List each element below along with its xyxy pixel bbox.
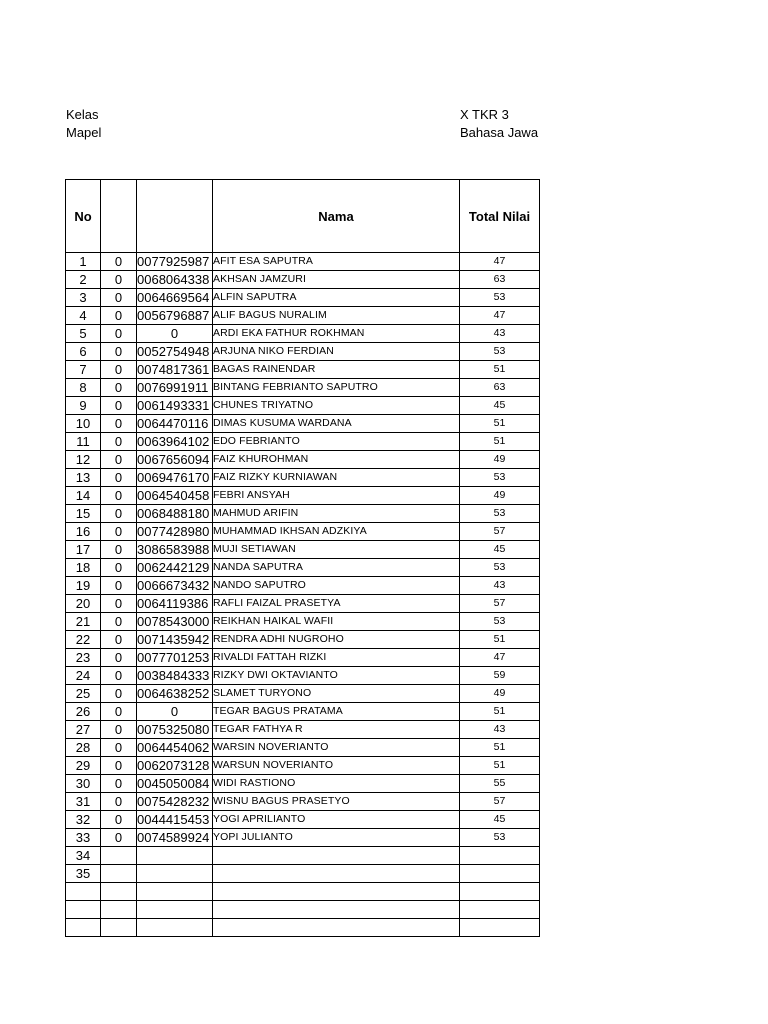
row-zero-cell: 0 bbox=[101, 379, 137, 397]
row-zero-cell: 0 bbox=[101, 325, 137, 343]
table-row bbox=[66, 847, 540, 865]
table-row bbox=[66, 919, 540, 937]
table-row bbox=[66, 685, 540, 703]
row-nama-cell: RENDRA ADHI NUGROHO bbox=[213, 631, 460, 649]
row-nama-cell: ALIF BAGUS NURALIM bbox=[213, 307, 460, 325]
table-row bbox=[66, 703, 540, 721]
row-zero-cell bbox=[101, 865, 137, 883]
row-no-cell: 1 bbox=[66, 253, 101, 271]
row-nisn-cell: 0078543000 bbox=[137, 613, 213, 631]
row-no-cell: 12 bbox=[66, 451, 101, 469]
row-zero-cell: 0 bbox=[101, 541, 137, 559]
row-nama-cell: ARDI EKA FATHUR ROKHMAN bbox=[213, 325, 460, 343]
row-no-cell: 5 bbox=[66, 325, 101, 343]
row-no-cell: 20 bbox=[66, 595, 101, 613]
row-zero-cell bbox=[101, 919, 137, 937]
table-row bbox=[66, 613, 540, 631]
row-nama-cell: WARSIN NOVERIANTO bbox=[213, 739, 460, 757]
row-zero-cell: 0 bbox=[101, 793, 137, 811]
row-zero-cell: 0 bbox=[101, 271, 137, 289]
row-nilai-cell: 51 bbox=[460, 703, 540, 721]
row-nama-cell: YOGI APRILIANTO bbox=[213, 811, 460, 829]
table-row bbox=[66, 505, 540, 523]
table-row bbox=[66, 469, 540, 487]
row-no-cell: 28 bbox=[66, 739, 101, 757]
row-nilai-cell: 45 bbox=[460, 541, 540, 559]
row-nilai-cell: 49 bbox=[460, 487, 540, 505]
grade-table-body bbox=[66, 253, 540, 937]
meta-labels bbox=[66, 106, 101, 142]
table-row bbox=[66, 415, 540, 433]
table-row bbox=[66, 559, 540, 577]
row-zero-cell: 0 bbox=[101, 667, 137, 685]
row-nilai-cell: 57 bbox=[460, 595, 540, 613]
row-nisn-cell: 0067656094 bbox=[137, 451, 213, 469]
table-row bbox=[66, 451, 540, 469]
row-nilai-cell: 47 bbox=[460, 649, 540, 667]
row-nama-cell: FAIZ KHUROHMAN bbox=[213, 451, 460, 469]
row-nilai-cell bbox=[460, 847, 540, 865]
row-nisn-cell: 0 bbox=[137, 703, 213, 721]
row-zero-cell: 0 bbox=[101, 757, 137, 775]
row-nilai-cell: 51 bbox=[460, 631, 540, 649]
row-zero-cell: 0 bbox=[101, 811, 137, 829]
row-no-cell: 11 bbox=[66, 433, 101, 451]
row-nilai-cell: 45 bbox=[460, 811, 540, 829]
row-nama-cell bbox=[213, 901, 460, 919]
table-row bbox=[66, 865, 540, 883]
table-row bbox=[66, 271, 540, 289]
row-no-cell bbox=[66, 919, 101, 937]
row-nisn-cell: 0064638252 bbox=[137, 685, 213, 703]
table-row bbox=[66, 721, 540, 739]
mapel-value: Bahasa Jawa bbox=[460, 125, 539, 140]
row-no-cell bbox=[66, 901, 101, 919]
row-zero-cell: 0 bbox=[101, 523, 137, 541]
row-zero-cell: 0 bbox=[101, 613, 137, 631]
row-nisn-cell: 0064454062 bbox=[137, 739, 213, 757]
header-total-nilai: Total Nilai bbox=[460, 180, 540, 253]
table-row bbox=[66, 829, 540, 847]
row-no-cell: 6 bbox=[66, 343, 101, 361]
row-no-cell: 30 bbox=[66, 775, 101, 793]
row-no-cell: 29 bbox=[66, 757, 101, 775]
row-nisn-cell: 0077925987 bbox=[137, 253, 213, 271]
row-no-cell: 25 bbox=[66, 685, 101, 703]
row-zero-cell: 0 bbox=[101, 487, 137, 505]
row-no-cell: 9 bbox=[66, 397, 101, 415]
row-nama-cell: TEGAR FATHYA R bbox=[213, 721, 460, 739]
row-zero-cell: 0 bbox=[101, 721, 137, 739]
row-zero-cell: 0 bbox=[101, 577, 137, 595]
row-nisn-cell: 0038484333 bbox=[137, 667, 213, 685]
row-nilai-cell: 47 bbox=[460, 253, 540, 271]
row-nisn-cell: 0064470116 bbox=[137, 415, 213, 433]
row-nilai-cell: 47 bbox=[460, 307, 540, 325]
table-row bbox=[66, 289, 540, 307]
header-col3 bbox=[137, 180, 213, 253]
row-nama-cell: WIDI RASTIONO bbox=[213, 775, 460, 793]
row-nisn-cell: 0063964102 bbox=[137, 433, 213, 451]
table-row bbox=[66, 793, 540, 811]
row-nisn-cell bbox=[137, 901, 213, 919]
row-nama-cell: YOPI JULIANTO bbox=[213, 829, 460, 847]
row-nama-cell bbox=[213, 919, 460, 937]
row-nilai-cell: 53 bbox=[460, 289, 540, 307]
row-nama-cell: BAGAS RAINENDAR bbox=[213, 361, 460, 379]
row-nisn-cell: 0075428232 bbox=[137, 793, 213, 811]
row-no-cell: 22 bbox=[66, 631, 101, 649]
row-nama-cell: RIVALDI FATTAH RIZKI bbox=[213, 649, 460, 667]
row-nisn-cell: 0075325080 bbox=[137, 721, 213, 739]
row-zero-cell: 0 bbox=[101, 829, 137, 847]
row-no-cell: 31 bbox=[66, 793, 101, 811]
row-no-cell: 21 bbox=[66, 613, 101, 631]
row-no-cell: 4 bbox=[66, 307, 101, 325]
row-nilai-cell: 55 bbox=[460, 775, 540, 793]
row-nilai-cell: 63 bbox=[460, 379, 540, 397]
row-nama-cell: FEBRI ANSYAH bbox=[213, 487, 460, 505]
row-nilai-cell: 53 bbox=[460, 829, 540, 847]
row-no-cell: 2 bbox=[66, 271, 101, 289]
table-row bbox=[66, 541, 540, 559]
row-nisn-cell: 0062073128 bbox=[137, 757, 213, 775]
row-no-cell: 32 bbox=[66, 811, 101, 829]
table-row bbox=[66, 523, 540, 541]
row-no-cell: 13 bbox=[66, 469, 101, 487]
row-nisn-cell: 0052754948 bbox=[137, 343, 213, 361]
row-nama-cell bbox=[213, 883, 460, 901]
row-no-cell: 8 bbox=[66, 379, 101, 397]
row-nilai-cell: 49 bbox=[460, 685, 540, 703]
row-zero-cell: 0 bbox=[101, 469, 137, 487]
row-nilai-cell: 43 bbox=[460, 721, 540, 739]
row-nilai-cell: 53 bbox=[460, 559, 540, 577]
row-nama-cell: AKHSAN JAMZURI bbox=[213, 271, 460, 289]
row-nilai-cell: 57 bbox=[460, 793, 540, 811]
row-zero-cell: 0 bbox=[101, 361, 137, 379]
row-nisn-cell: 0064119386 bbox=[137, 595, 213, 613]
row-zero-cell bbox=[101, 847, 137, 865]
row-nama-cell: DIMAS KUSUMA WARDANA bbox=[213, 415, 460, 433]
row-nilai-cell bbox=[460, 865, 540, 883]
header-nama: Nama bbox=[213, 180, 460, 253]
row-nisn-cell: 0 bbox=[137, 325, 213, 343]
row-zero-cell: 0 bbox=[101, 289, 137, 307]
table-row bbox=[66, 361, 540, 379]
row-no-cell: 19 bbox=[66, 577, 101, 595]
row-nilai-cell: 53 bbox=[460, 505, 540, 523]
table-row bbox=[66, 631, 540, 649]
row-nisn-cell: 0044415453 bbox=[137, 811, 213, 829]
row-nama-cell: MUHAMMAD IKHSAN ADZKIYA bbox=[213, 523, 460, 541]
row-nilai-cell: 51 bbox=[460, 757, 540, 775]
header-col2 bbox=[101, 180, 137, 253]
row-no-cell: 26 bbox=[66, 703, 101, 721]
row-no-cell: 16 bbox=[66, 523, 101, 541]
row-no-cell: 34 bbox=[66, 847, 101, 865]
row-no-cell: 10 bbox=[66, 415, 101, 433]
row-nilai-cell bbox=[460, 883, 540, 901]
row-nisn-cell: 0077428980 bbox=[137, 523, 213, 541]
row-nama-cell: MUJI SETIAWAN bbox=[213, 541, 460, 559]
row-no-cell: 3 bbox=[66, 289, 101, 307]
grade-table-header bbox=[66, 180, 540, 253]
row-zero-cell: 0 bbox=[101, 343, 137, 361]
table-row bbox=[66, 307, 540, 325]
row-nama-cell: NANDA SAPUTRA bbox=[213, 559, 460, 577]
row-nilai-cell: 51 bbox=[460, 739, 540, 757]
row-nama-cell: NANDO SAPUTRO bbox=[213, 577, 460, 595]
row-nilai-cell bbox=[460, 919, 540, 937]
row-nisn-cell: 0061493331 bbox=[137, 397, 213, 415]
row-no-cell: 27 bbox=[66, 721, 101, 739]
row-zero-cell: 0 bbox=[101, 505, 137, 523]
row-nilai-cell: 43 bbox=[460, 577, 540, 595]
kelas-label: Kelas bbox=[66, 107, 99, 122]
row-no-cell: 35 bbox=[66, 865, 101, 883]
mapel-label: Mapel bbox=[66, 125, 102, 140]
row-zero-cell: 0 bbox=[101, 775, 137, 793]
row-no-cell: 15 bbox=[66, 505, 101, 523]
table-row bbox=[66, 253, 540, 271]
header-no: No bbox=[66, 180, 101, 253]
table-row bbox=[66, 487, 540, 505]
row-nama-cell bbox=[213, 865, 460, 883]
row-nama-cell: RAFLI FAIZAL PRASETYA bbox=[213, 595, 460, 613]
table-row bbox=[66, 757, 540, 775]
row-no-cell: 7 bbox=[66, 361, 101, 379]
kelas-value: X TKR 3 bbox=[460, 107, 509, 122]
row-zero-cell: 0 bbox=[101, 433, 137, 451]
row-zero-cell: 0 bbox=[101, 595, 137, 613]
row-nilai-cell: 51 bbox=[460, 361, 540, 379]
row-no-cell: 18 bbox=[66, 559, 101, 577]
row-zero-cell: 0 bbox=[101, 631, 137, 649]
row-nisn-cell bbox=[137, 919, 213, 937]
row-nama-cell bbox=[213, 847, 460, 865]
row-zero-cell: 0 bbox=[101, 451, 137, 469]
row-nilai-cell: 63 bbox=[460, 271, 540, 289]
row-nisn-cell bbox=[137, 883, 213, 901]
row-no-cell: 24 bbox=[66, 667, 101, 685]
row-nama-cell: MAHMUD ARIFIN bbox=[213, 505, 460, 523]
row-nama-cell: AFIT ESA SAPUTRA bbox=[213, 253, 460, 271]
row-zero-cell: 0 bbox=[101, 415, 137, 433]
row-nilai-cell: 45 bbox=[460, 397, 540, 415]
row-nama-cell: EDO FEBRIANTO bbox=[213, 433, 460, 451]
row-nisn-cell bbox=[137, 847, 213, 865]
row-nama-cell: REIKHAN HAIKAL WAFII bbox=[213, 613, 460, 631]
row-nama-cell: ARJUNA NIKO FERDIAN bbox=[213, 343, 460, 361]
row-nisn-cell: 3086583988 bbox=[137, 541, 213, 559]
row-zero-cell: 0 bbox=[101, 739, 137, 757]
row-zero-cell bbox=[101, 883, 137, 901]
row-zero-cell: 0 bbox=[101, 649, 137, 667]
row-nisn-cell: 0068488180 bbox=[137, 505, 213, 523]
table-row bbox=[66, 325, 540, 343]
table-row bbox=[66, 901, 540, 919]
row-nisn-cell: 0077701253 bbox=[137, 649, 213, 667]
header-row bbox=[66, 180, 540, 253]
row-no-cell: 23 bbox=[66, 649, 101, 667]
row-nisn-cell: 0074589924 bbox=[137, 829, 213, 847]
row-nisn-cell: 0064540458 bbox=[137, 487, 213, 505]
row-nilai-cell: 51 bbox=[460, 433, 540, 451]
row-nilai-cell: 43 bbox=[460, 325, 540, 343]
row-nisn-cell: 0056796887 bbox=[137, 307, 213, 325]
table-row bbox=[66, 379, 540, 397]
row-zero-cell: 0 bbox=[101, 307, 137, 325]
table-row bbox=[66, 397, 540, 415]
row-nama-cell: ALFIN SAPUTRA bbox=[213, 289, 460, 307]
row-nilai-cell: 53 bbox=[460, 469, 540, 487]
row-nilai-cell: 53 bbox=[460, 613, 540, 631]
row-nama-cell: RIZKY DWI OKTAVIANTO bbox=[213, 667, 460, 685]
table-row bbox=[66, 649, 540, 667]
row-nama-cell: FAIZ RIZKY KURNIAWAN bbox=[213, 469, 460, 487]
row-nisn-cell: 0071435942 bbox=[137, 631, 213, 649]
row-no-cell bbox=[66, 883, 101, 901]
row-nama-cell: SLAMET TURYONO bbox=[213, 685, 460, 703]
meta-values bbox=[460, 106, 538, 142]
row-zero-cell: 0 bbox=[101, 253, 137, 271]
table-row bbox=[66, 811, 540, 829]
row-no-cell: 33 bbox=[66, 829, 101, 847]
row-zero-cell: 0 bbox=[101, 703, 137, 721]
row-nisn-cell: 0069476170 bbox=[137, 469, 213, 487]
row-nilai-cell: 57 bbox=[460, 523, 540, 541]
table-row bbox=[66, 667, 540, 685]
grade-table bbox=[65, 179, 540, 937]
table-row bbox=[66, 595, 540, 613]
row-nilai-cell: 59 bbox=[460, 667, 540, 685]
row-no-cell: 17 bbox=[66, 541, 101, 559]
row-zero-cell: 0 bbox=[101, 685, 137, 703]
row-nama-cell: WISNU BAGUS PRASETYO bbox=[213, 793, 460, 811]
row-no-cell: 14 bbox=[66, 487, 101, 505]
row-nisn-cell: 0064669564 bbox=[137, 289, 213, 307]
row-nilai-cell: 53 bbox=[460, 343, 540, 361]
row-nama-cell: TEGAR BAGUS PRATAMA bbox=[213, 703, 460, 721]
table-row bbox=[66, 433, 540, 451]
table-row bbox=[66, 739, 540, 757]
row-nama-cell: CHUNES TRIYATNO bbox=[213, 397, 460, 415]
row-nisn-cell: 0068064338 bbox=[137, 271, 213, 289]
table-row bbox=[66, 577, 540, 595]
row-nama-cell: WARSUN NOVERIANTO bbox=[213, 757, 460, 775]
row-nama-cell: BINTANG FEBRIANTO SAPUTRO bbox=[213, 379, 460, 397]
row-nisn-cell bbox=[137, 865, 213, 883]
row-nilai-cell bbox=[460, 901, 540, 919]
row-nilai-cell: 51 bbox=[460, 415, 540, 433]
row-nisn-cell: 0066673432 bbox=[137, 577, 213, 595]
table-row bbox=[66, 775, 540, 793]
table-row bbox=[66, 343, 540, 361]
row-zero-cell: 0 bbox=[101, 559, 137, 577]
row-nisn-cell: 0062442129 bbox=[137, 559, 213, 577]
row-zero-cell bbox=[101, 901, 137, 919]
table-row bbox=[66, 883, 540, 901]
row-nisn-cell: 0074817361 bbox=[137, 361, 213, 379]
row-nilai-cell: 49 bbox=[460, 451, 540, 469]
row-nisn-cell: 0045050084 bbox=[137, 775, 213, 793]
row-nisn-cell: 0076991911 bbox=[137, 379, 213, 397]
row-zero-cell: 0 bbox=[101, 397, 137, 415]
